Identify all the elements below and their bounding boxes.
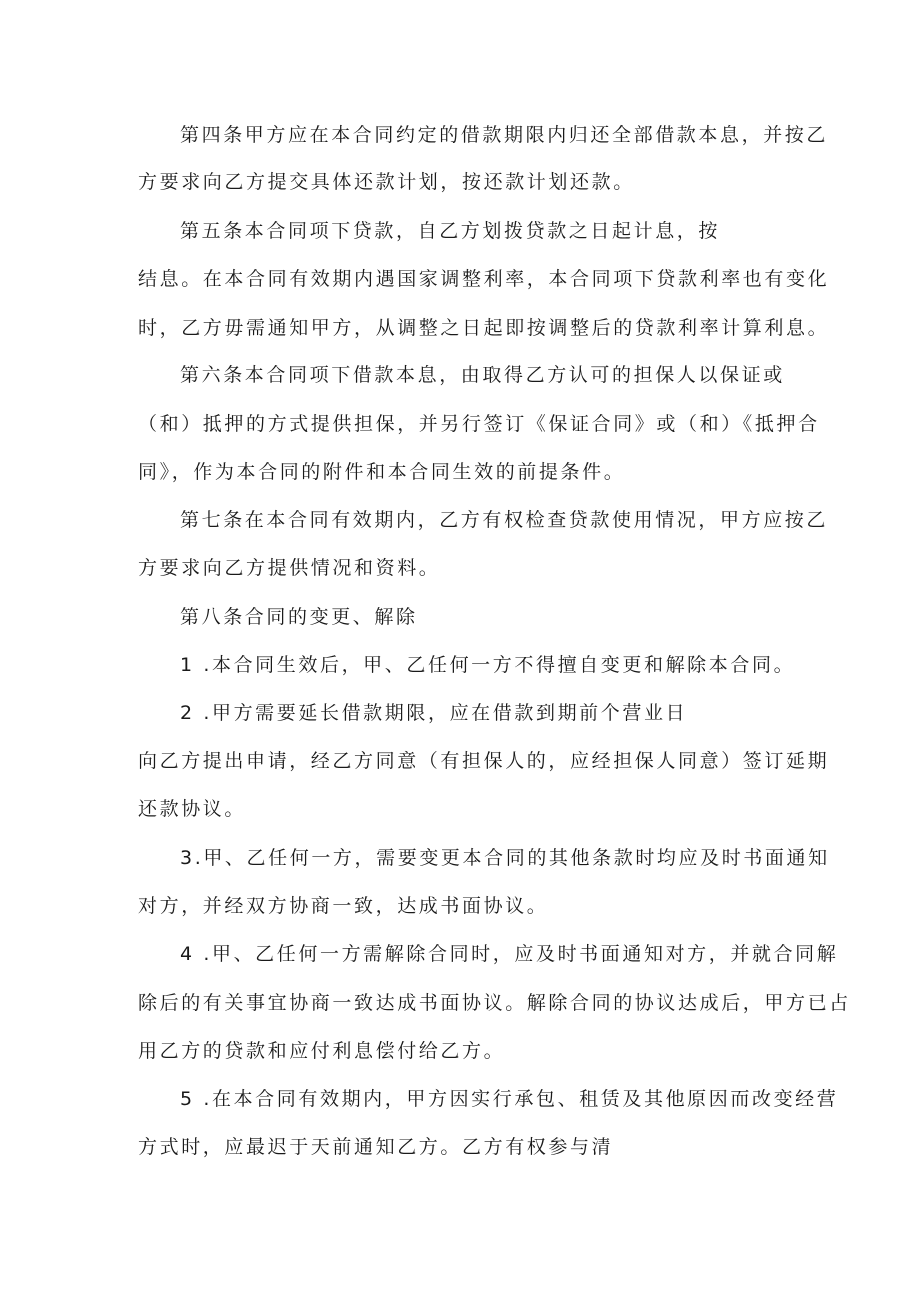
clause-4-line-1: 4 .甲、乙任何一方需解除合同时，应及时书面通知对方，并就合同解 xyxy=(180,943,839,965)
clause-1-line-1: 1 .本合同生效后，甲、乙任何一方不得擅自变更和解除本合同。 xyxy=(180,654,796,676)
article-5-line-1: 第五条本合同项下贷款，自乙方划拨贷款之日起计息，按 xyxy=(180,220,721,242)
article-8-heading: 第八条合同的变更、解除 xyxy=(180,606,418,628)
clause-3-line-1: 3.甲、乙任何一方，需要变更本合同的其他条款时均应及时书面通知 xyxy=(180,847,830,869)
clause-5-line-2: 方式时，应最迟于天前通知乙方。乙方有权参与清 xyxy=(138,1136,614,1158)
clause-4-line-2: 除后的有关事宜协商一致达成书面协议。解除合同的协议达成后，甲方已占 xyxy=(138,992,851,1014)
article-6-line-1: 第六条本合同项下借款本息，由取得乙方认可的担保人以保证或 xyxy=(180,364,785,386)
article-5-line-2: 结息。在本合同有效期内遇国家调整利率，本合同项下贷款利率也有变化 xyxy=(138,268,830,290)
clause-5-line-1: 5 .在本合同有效期内，甲方因实行承包、租赁及其他原因而改变经营 xyxy=(180,1088,839,1110)
clause-4-line-3: 用乙方的贷款和应付利息偿付给乙方。 xyxy=(138,1040,506,1062)
article-6-line-2: （和）抵押的方式提供担保，并另行签订《保证合同》或（和）《抵押合 xyxy=(138,413,820,435)
article-7-line-1: 第七条在本合同有效期内，乙方有权检查贷款使用情况，甲方应按乙 xyxy=(180,509,829,531)
article-4-line-2: 方要求向乙方提交具体还款计划，按还款计划还款。 xyxy=(138,171,635,193)
article-5-line-3: 时，乙方毋需通知甲方，从调整之日起即按调整后的贷款利率计算利息。 xyxy=(138,317,830,339)
article-7-line-2: 方要求向乙方提供情况和资料。 xyxy=(138,557,441,579)
clause-2-line-2: 向乙方提出申请，经乙方同意（有担保人的，应经担保人同意）签订延期 xyxy=(138,750,830,772)
article-4-line-1: 第四条甲方应在本合同约定的借款期限内归还全部借款本息，并按乙 xyxy=(180,124,829,146)
clause-2-line-3: 还款协议。 xyxy=(138,798,247,820)
article-6-line-3: 同》，作为本合同的附件和本合同生效的前提条件。 xyxy=(138,461,626,483)
clause-3-line-2: 对方，并经双方协商一致，达成书面协议。 xyxy=(138,895,549,917)
clause-2-line-1: 2 .甲方需要延长借款期限，应在借款到期前个营业日 xyxy=(180,702,688,724)
